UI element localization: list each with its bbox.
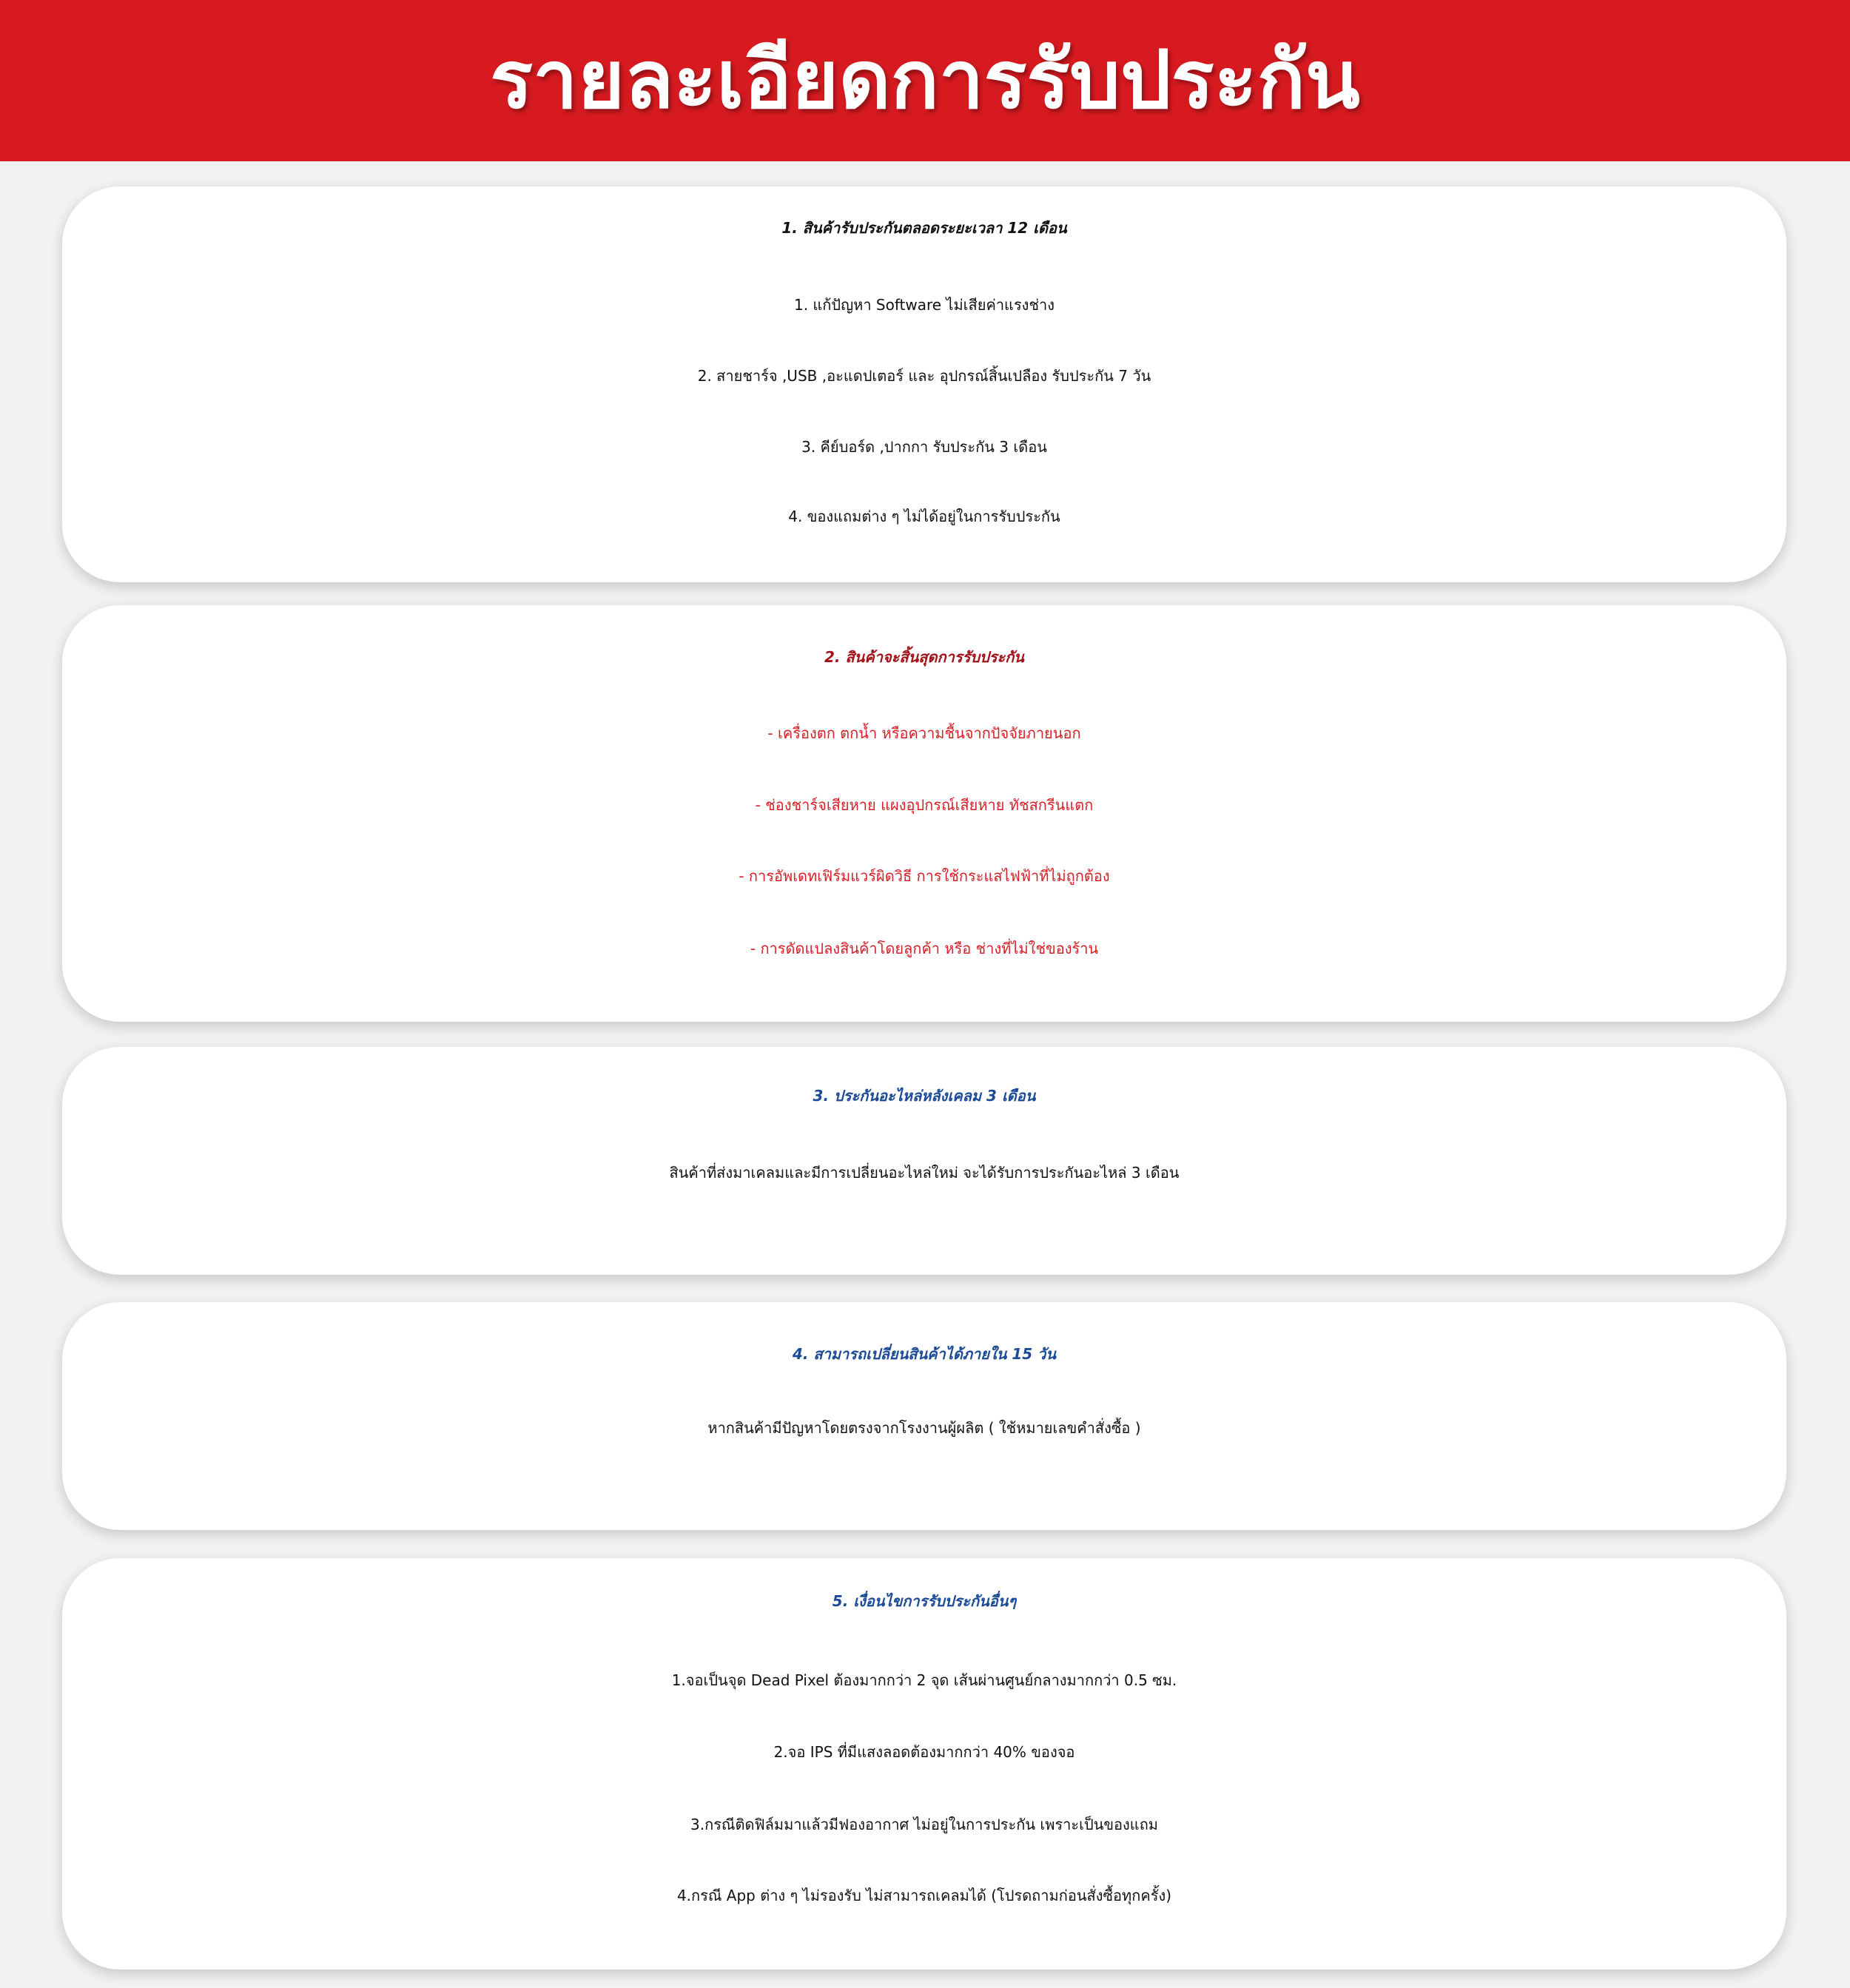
section-card-2 [62,605,1786,1022]
section-5-line-2: 2.จอ IPS ที่มีแสงลอดต้องมากกว่า 40% ของจอ [773,1743,1075,1761]
section-2-line-2: - ช่องชาร์จเสียหาย แผงอุปกรณ์เสียหาย ทัชสกรีนแตก [755,796,1094,814]
section-2-line-1: - เครื่องตก ตกน้ำ หรือความชื้นจากปัจจัยภายนอก [767,724,1081,742]
section-card-5 [62,1558,1786,1970]
section-title-2: 2. สินค้าจะสิ้นสุดการรับประกัน [824,648,1024,666]
section-title-5: 5. เงื่อนไขการรับประกันอื่นๆ [832,1592,1017,1610]
section-card-3 [62,1047,1786,1275]
section-1-line-2: 2. สายชาร์จ ,USB ,อะแดปเตอร์ และ อุปกรณ์สิ้นเปลือง รับประกัน 7 วัน [697,367,1151,385]
section-5-line-1: 1.จอเป็นจุด Dead Pixel ต้องมากกว่า 2 จุด เส้นผ่านศูนย์กลางมากกว่า 0.5 ซม. [671,1671,1177,1689]
section-card-4 [62,1302,1786,1530]
section-title-4: 4. สามารถเปลี่ยนสินค้าได้ภายใน 15 วัน [792,1345,1057,1363]
section-2-line-4: - การดัดแปลงสินค้าโดยลูกค้า หรือ ช่างที่ไม่ใช่ของร้าน [750,940,1099,957]
section-2-line-3: - การอัพเดทเฟิร์มแวร์ผิดวิธี การใช้กระแสไฟฟ้าที่ไม่ถูกต้อง [739,867,1110,885]
section-1-line-3: 3. คีย์บอร์ด ,ปากกา รับประกัน 3 เดือน [801,438,1047,456]
section-title-3: 3. ประกันอะไหล่หลังเคลม 3 เดือน [813,1087,1036,1105]
section-5-line-4: 4.กรณี App ต่าง ๆ ไม่รองรับ ไม่สามารถเคลมได้ (โปรดถามก่อนสั่งซื้อทุกครั้ง) [676,1887,1172,1904]
section-5-line-3: 3.กรณีติดฟิล์มมาแล้วมีฟองอากาศ ไม่อยู่ในการประกัน เพราะเป็นของแถม [690,1816,1158,1833]
header-banner [0,0,1850,161]
section-4-line-1: หากสินค้ามีปัญหาโดยตรงจากโรงงานผู้ผลิต ( ใช้หมายเลขคำสั่งซื้อ ) [707,1419,1141,1437]
section-card-1 [62,186,1786,582]
section-title-1: 1. สินค้ารับประกันตลอดระยะเวลา 12 เดือน [781,219,1067,237]
section-1-line-1: 1. แก้ปัญหา Software ไม่เสียค่าแรงช่าง [793,296,1055,314]
section-3-line-1: สินค้าที่ส่งมาเคลมและมีการเปลี่ยนอะไหล่ใหม่ จะได้รับการประกันอะไหล่ 3 เดือน [669,1164,1180,1182]
page-title: รายละเอียดการรับประกัน [490,34,1360,127]
section-1-line-4: 4. ของแถมต่าง ๆ ไม่ได้อยู่ในการรับประกัน [788,508,1060,525]
